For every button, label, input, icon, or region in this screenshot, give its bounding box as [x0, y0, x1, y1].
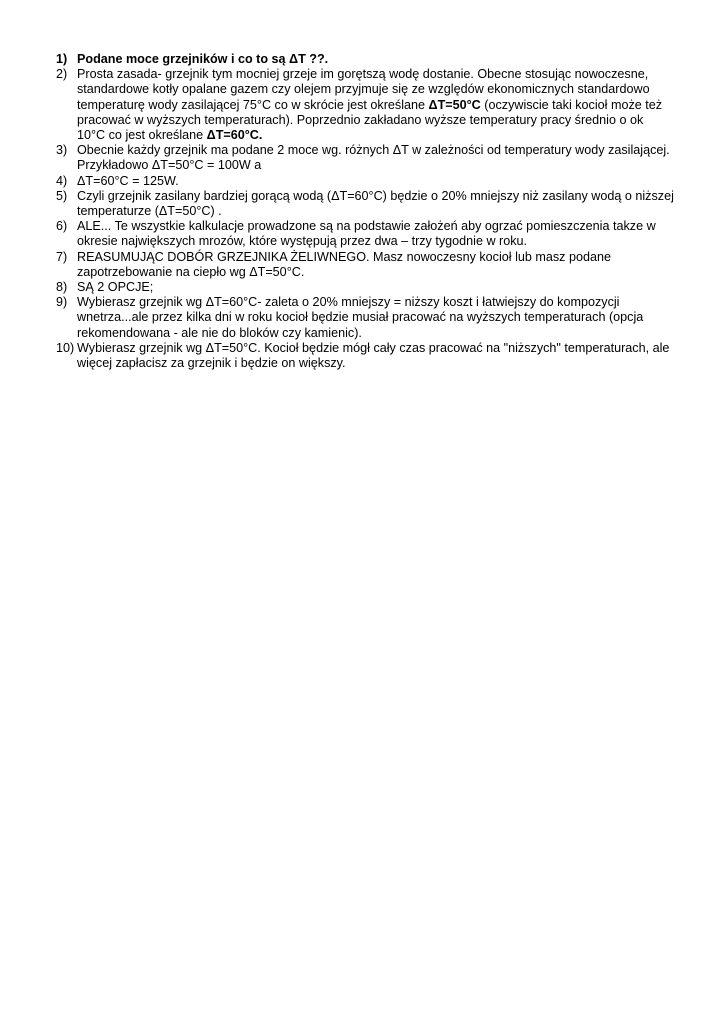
numbered-list — [56, 52, 674, 371]
text-run: Obecnie każdy grzejnik ma podane 2 moce wg. różnych ΔT w zależności od temperatury wody zasilającej. Przykładowo ΔT=50°C = 100W a — [77, 143, 670, 173]
text-run: SĄ 2 OPCJE; — [77, 280, 154, 295]
list-item-text — [77, 280, 674, 295]
list-item-number: 4) — [56, 173, 68, 188]
list-item-text — [77, 189, 674, 219]
list-item-number: 8) — [56, 280, 68, 295]
list-item-number: 9) — [56, 295, 68, 310]
bold-text-run: ΔT=50°C — [428, 97, 481, 112]
text-run: Wybierasz grzejnik wg ΔT=50°C. Kocioł będzie mógł cały czas pracować na "niższych" temperaturach, ale więcej zapłacisz za grzejnik i będzie on większy. — [77, 340, 670, 371]
list-item-number: 1) — [56, 52, 68, 66]
list-item — [56, 219, 674, 249]
list-item-number: 3) — [56, 143, 68, 158]
list-item — [56, 341, 674, 371]
list-item — [56, 189, 674, 219]
list-item — [56, 67, 674, 143]
list-item-text — [77, 143, 674, 173]
list-item-text — [77, 341, 674, 371]
list-item — [56, 250, 674, 280]
text-run: (oczywiscie taki kocioł może też pracować w wyższych temperaturach). Poprzednio zakładano wyższe temperatury pracy średnio o ok 10°C co jest określane — [77, 97, 663, 143]
list-item-number: 2) — [56, 67, 68, 82]
text-run: Wybierasz grzejnik wg ΔT=60°C- zaleta o 20% mniejszy = niższy koszt i łatwiejszy do kompozycji wnetrza...ale przez kilka dni w roku kocioł będzie musiał pracować na wyższych temperaturach (opcja rekomendowana - ale nie do bloków czy kamienic). — [77, 295, 644, 340]
list-item-text — [77, 67, 674, 143]
list-item-number: 5) — [56, 188, 68, 203]
list-item-text — [77, 295, 674, 341]
list-item-text — [77, 52, 674, 67]
list-item-text — [77, 250, 674, 280]
list-item-number: 6) — [56, 219, 68, 234]
bold-text-run: ΔT=60°C. — [206, 128, 263, 143]
text-run: REASUMUJĄC DOBÓR GRZEJNIKA ŻELIWNEGO. Masz nowoczesny kocioł lub masz podane zapotrzebowanie na ciepło wg ΔT=50°C. — [77, 249, 611, 279]
list-item — [56, 174, 674, 189]
list-item — [56, 52, 674, 67]
text-run: Czyli grzejnik zasilany bardziej gorącą wodą (ΔT=60°C) będzie o 20% mniejszy niż zasilany wodą o niższej temperaturze (ΔT=50°C) . — [77, 188, 674, 219]
list-item-text — [77, 219, 674, 249]
list-item — [56, 295, 674, 341]
list-item — [56, 143, 674, 173]
list-item-text — [77, 174, 674, 189]
list-item — [56, 280, 674, 295]
text-run: Prosta zasada- grzejnik tym mocniej grzeje im gorętszą wodę dostanie. Obecne stosując nowoczesne, standardowe kotły opalane gazem czy olejem przyjmuje się ze względów ekonomicznych standardowo temperaturę wody zasilającej 75°C co w skrócie jest określane — [77, 67, 650, 112]
list-item-number: 7) — [56, 249, 68, 264]
text-run: ALE... Te wszystkie kalkulacje prowadzone są na podstawie założeń aby ogrzać pomieszczenia takze w okresie największych mrozów, które występują przez dwa – trzy tygodnie w roku. — [77, 219, 656, 249]
list-item-number: 10) — [56, 340, 75, 355]
text-run: ΔT=60°C = 125W. — [77, 173, 179, 188]
bold-text-run: Podane moce grzejników i co to są ΔT ??. — [77, 52, 329, 66]
